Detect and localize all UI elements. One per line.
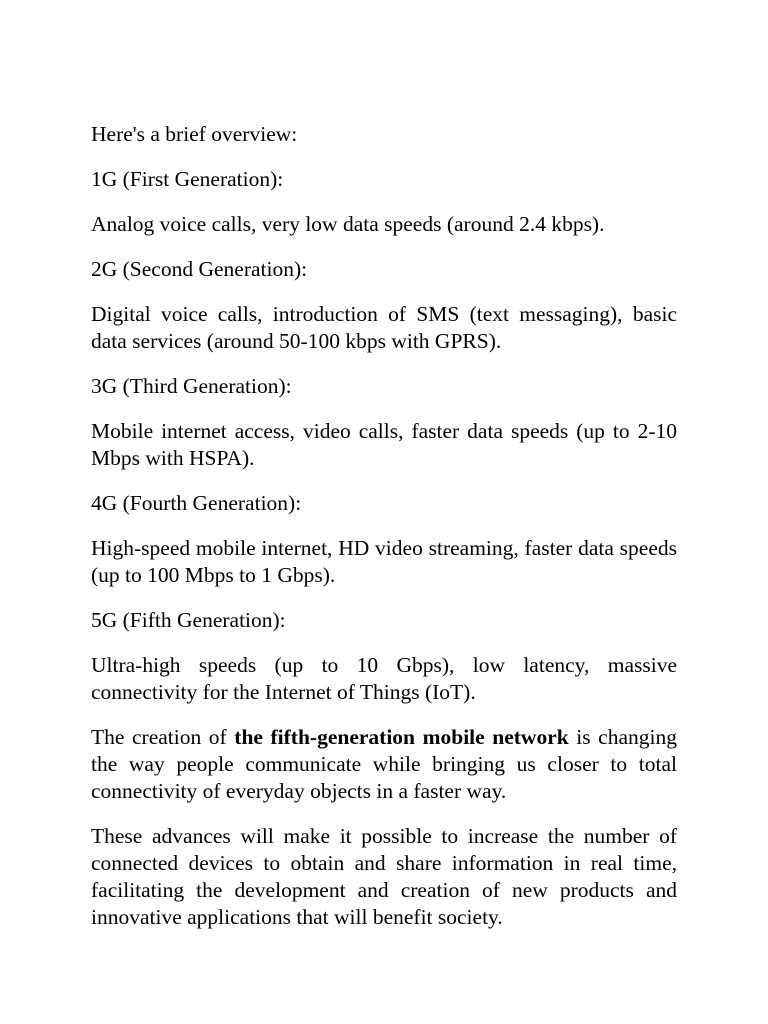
generation-heading-2g: 2G (Second Generation): [91, 257, 308, 281]
creation-text-after: is changing the way people communicate while bringing us closer to total connectivity of everyday objects in a faster way. [91, 725, 677, 803]
generation-description-3g: Mobile internet access, video calls, faster data speeds (up to 2-10 Mbps with HSPA). [91, 419, 677, 470]
generation-heading-4g: 4G (Fourth Generation): [91, 491, 302, 515]
generation-description-1g: Analog voice calls, very low data speeds (around 2.4 kbps). [91, 212, 605, 236]
creation-text-before: The creation of [91, 725, 235, 749]
intro-text: Here's a brief overview: [91, 122, 298, 146]
generation-heading-1g: 1G (First Generation): [91, 167, 284, 191]
creation-text-bold: the fifth-generation mobile network [234, 725, 569, 749]
generation-description-5g: Ultra-high speeds (up to 10 Gbps), low latency, massive connectivity for the Internet of Things (IoT). [91, 653, 677, 704]
document-page [91, 121, 677, 949]
generation-description-2g: Digital voice calls, introduction of SMS (text messaging), basic data services (around 50-100 kbps with GPRS). [91, 302, 677, 353]
generation-description-4g: High-speed mobile internet, HD video streaming, faster data speeds (up to 100 Mbps to 1 Gbps). [91, 536, 677, 587]
creation-paragraph [91, 724, 677, 805]
generation-heading-3g: 3G (Third Generation): [91, 374, 292, 398]
generation-heading-5g: 5G (Fifth Generation): [91, 608, 286, 632]
closing-paragraph: These advances will make it possible to increase the number of connected devices to obtain and share information in real time, facilitating the development and creation of new products and innovative applications that will benefit society. [91, 824, 677, 929]
